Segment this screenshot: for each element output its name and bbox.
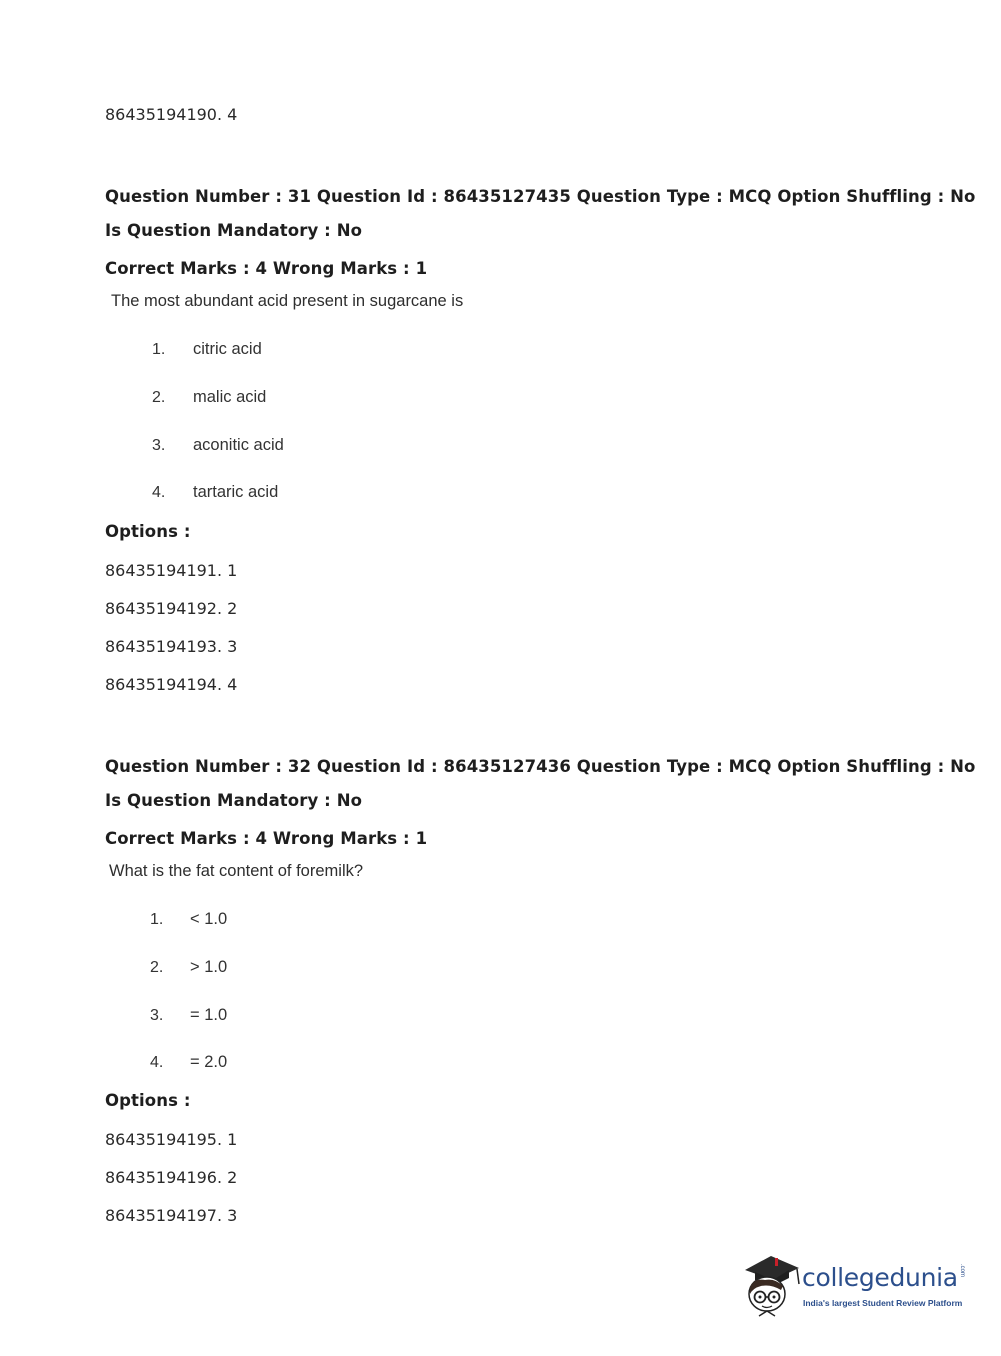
options-label: Options :	[105, 1091, 191, 1110]
option-id-line: 86435194190. 4	[105, 105, 238, 124]
logo-tagline: India's largest Student Review Platform	[803, 1298, 963, 1308]
question-mandatory: Is Question Mandatory : No	[105, 791, 363, 810]
question-marks: Correct Marks : 4 Wrong Marks : 1	[105, 259, 428, 278]
option-id-line: 86435194191. 1	[105, 561, 238, 580]
choice-number: 1.	[152, 341, 166, 358]
choice-text: malic acid	[193, 388, 267, 406]
choice-text: aconitic acid	[193, 436, 284, 454]
choice-number: 3.	[152, 437, 166, 454]
logo-wordmark: collegedunia	[802, 1263, 958, 1292]
option-id-line: 86435194196. 2	[105, 1168, 238, 1187]
question-text: The most abundant acid present in sugarcane is	[111, 292, 464, 310]
option-id-line: 86435194197. 3	[105, 1206, 238, 1225]
option-id-line: 86435194195. 1	[105, 1130, 238, 1149]
option-id-line: 86435194194. 4	[105, 675, 238, 694]
option-id-line: 86435194193. 3	[105, 637, 238, 656]
question-text: What is the fat content of foremilk?	[109, 862, 364, 880]
options-label: Options :	[105, 522, 191, 541]
question-mandatory: Is Question Mandatory : No	[105, 221, 363, 240]
choice-number: 2.	[150, 959, 164, 976]
choice-number: 4.	[150, 1054, 164, 1071]
choice-text: citric acid	[193, 340, 262, 358]
choice-text: tartaric acid	[193, 483, 279, 501]
choice-text: < 1.0	[190, 910, 228, 928]
choice-number: 4.	[152, 484, 166, 501]
question-marks: Correct Marks : 4 Wrong Marks : 1	[105, 829, 428, 848]
choice-number: 1.	[150, 911, 164, 928]
choice-number: 2.	[152, 389, 166, 406]
choice-text: = 1.0	[190, 1006, 228, 1024]
option-id-line: 86435194192. 2	[105, 599, 238, 618]
collegedunia-logo	[741, 1250, 971, 1320]
logo-domain-suffix: .com	[959, 1264, 965, 1278]
choice-number: 3.	[150, 1007, 164, 1024]
question-header: Question Number : 31 Question Id : 86435127435 Question Type : MCQ Option Shuffling : No	[105, 187, 976, 206]
mascot-icon	[741, 1250, 803, 1320]
question-header: Question Number : 32 Question Id : 86435127436 Question Type : MCQ Option Shuffling : No	[105, 757, 976, 776]
choice-text: > 1.0	[190, 958, 228, 976]
choice-text: = 2.0	[190, 1053, 228, 1071]
